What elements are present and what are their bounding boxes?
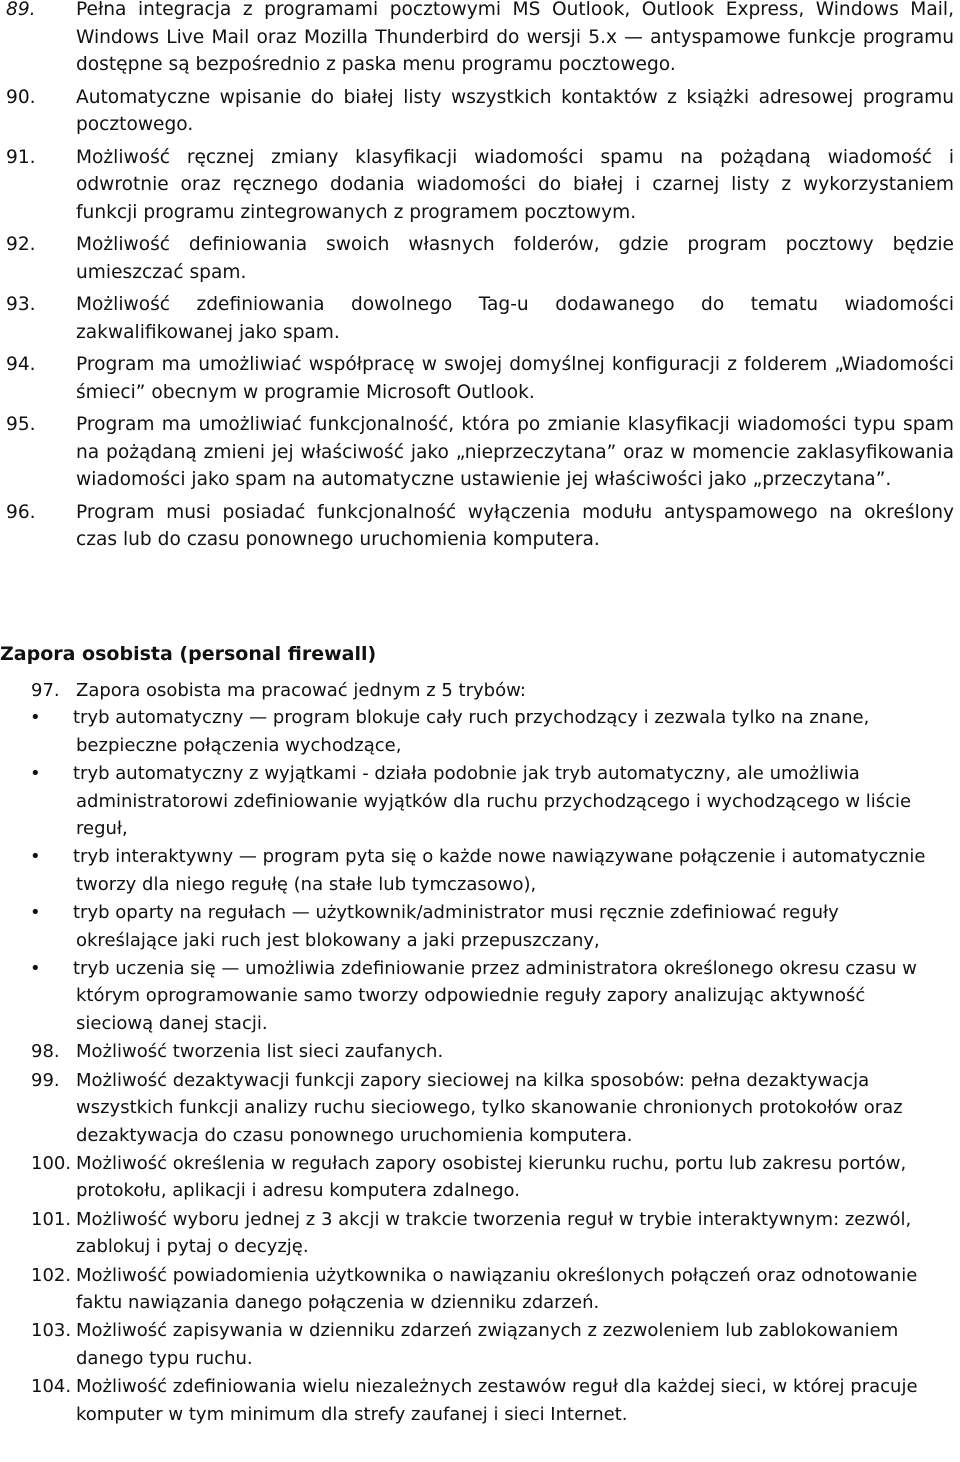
item-number: 90.: [6, 86, 36, 108]
item-number: 89.: [6, 0, 36, 20]
list-item: [0, 144, 960, 227]
section-heading: Zapora osobista (personal firewall): [0, 643, 377, 665]
item-text: Program ma umożliwiać funkcjonalność, która po zmianie klasyfikacji wiadomości typu spam na pożądaną zmieni jej właściwość jako „nieprzeczytana” oraz w momencie zaklasyfikowania wiadomości jako spam na automatyczne ustawienie jej właściwości jako „przeczytana”.: [76, 414, 954, 490]
firewall-requirements-list: [0, 677, 960, 1429]
item-text: Program ma umożliwiać współpracę w swojej domyślnej konfiguracji z folderem „Wiadomości śmieci” obecnym w programie Microsoft Outlook.: [76, 354, 954, 403]
item-text: Możliwość tworzenia list sieci zaufanych.: [76, 1041, 444, 1063]
item-number: 94.: [6, 354, 36, 375]
item-text: Możliwość zdefiniowania dowolnego Tag-u dodawanego do tematu wiadomości zakwalifikowanej jako spam.: [76, 294, 954, 343]
item-number: 99.: [31, 1069, 60, 1091]
item-number: 100.: [31, 1152, 72, 1174]
bullet-item: [0, 760, 954, 842]
list-item: [0, 1038, 960, 1065]
antispam-requirements-list: [0, 0, 960, 559]
item-text: Możliwość zapisywania w dzienniku zdarzeń związanych z zezwoleniem lub zablokowaniem danego typu ruchu.: [76, 1320, 899, 1369]
bullet-text: tryb oparty na regułach — użytkownik/administrator musi ręcznie zdefiniować reguły określające jaki ruch jest blokowany a jaki przepuszczany,: [73, 902, 839, 951]
item-number: 102.: [31, 1264, 72, 1286]
item-text: Możliwość wyboru jednej z 3 akcji w trakcie tworzenia reguł w trybie interaktywnym: zezwól, zablokuj i pytaj o decyzję.: [76, 1208, 912, 1258]
item-text: Możliwość określenia w regułach zapory osobistej kierunku ruchu, portu lub zakresu portów, protokołu, aplikacji i adresu komputera zdalnego.: [76, 1152, 907, 1202]
bullet-icon: •: [30, 763, 41, 785]
item-number: 91.: [6, 146, 36, 168]
list-item: [0, 231, 960, 286]
list-item: [0, 84, 960, 139]
item-text: Zapora osobista ma pracować jednym z 5 trybów:: [76, 680, 526, 701]
bullet-item: [0, 955, 954, 1037]
list-item: [0, 1262, 960, 1317]
bullet-icon: •: [30, 846, 41, 868]
bullet-text: tryb interaktywny — program pyta się o każde nowe nawiązywane połączenie i automatycznie tworzy dla niego regułę (na stałe lub tymczasowo),: [73, 846, 926, 895]
item-number: 97.: [31, 680, 60, 701]
item-text: Automatyczne wpisanie do białej listy wszystkich kontaktów z książki adresowej programu pocztowego.: [76, 86, 954, 135]
item-text: Możliwość ręcznej zmiany klasyfikacji wiadomości spamu na pożądaną wiadomość i odwrotnie oraz ręcznego dodania wiadomości do białej i czarnej listy z wykorzystaniem funkcji programu zintegrowanych z programem pocztowym.: [76, 146, 954, 223]
item-number: 93.: [6, 294, 36, 315]
item-number: 98.: [31, 1041, 60, 1063]
list-item: [0, 677, 960, 1037]
list-item: [0, 499, 960, 554]
list-item: [0, 0, 960, 79]
list-item: [0, 1150, 960, 1205]
list-item: [0, 351, 960, 406]
item-text: Możliwość zdefiniowania wielu niezależnych zestawów reguł dla każdej sieci, w której pracuje komputer w tym minimum dla strefy zaufanej i sieci Internet.: [76, 1376, 918, 1425]
firewall-modes-list: [0, 704, 954, 1037]
item-text: Możliwość powiadomienia użytkownika o nawiązaniu określonych połączeń oraz odnotowanie faktu nawiązania danego połączenia w dzienniku zdarzeń.: [76, 1264, 918, 1313]
bullet-icon: •: [30, 707, 41, 729]
bullet-text: tryb automatyczny z wyjątkami - działa podobnie jak tryb automatyczny, ale umożliwia administratorowi zdefiniowanie wyjątków dla ruchu przychodzącego i wychodzącego w liście reguł,: [73, 763, 912, 840]
bullet-item: [0, 843, 954, 898]
item-number: 103.: [31, 1320, 72, 1342]
bullet-icon: •: [30, 902, 41, 924]
bullet-text: tryb automatyczny — program blokuje cały ruch przychodzący i zezwala tylko na znane, bezpieczne połączenia wychodzące,: [73, 707, 870, 756]
item-number: 101.: [31, 1208, 72, 1230]
bullet-text: tryb uczenia się — umożliwia zdefiniowanie przez administratora określonego okresu czasu w którym oprogramowanie samo tworzy odpowiednie reguły zapory analizując aktywność sieciową danej stacji.: [73, 958, 917, 1034]
list-item: [0, 411, 960, 494]
bullet-item: [0, 899, 954, 954]
item-text: Możliwość dezaktywacji funkcji zapory sieciowej na kilka sposobów: pełna dezaktywacja wszystkich funkcji analizy ruchu sieciowego, tylko skanowanie chronionych protokołów oraz dezaktywacja do czasu ponownego uruchomienia komputera.: [76, 1069, 903, 1146]
list-item: [0, 1373, 960, 1428]
list-item: [0, 291, 960, 346]
list-item: [0, 1067, 960, 1149]
item-number: 92.: [6, 234, 36, 255]
item-number: 96.: [6, 501, 36, 523]
list-item: [0, 1206, 960, 1261]
bullet-icon: •: [30, 958, 41, 980]
list-item: [0, 1317, 960, 1372]
item-text: Program musi posiadać funkcjonalność wyłączenia modułu antyspamowego na określony czas lub do czasu ponownego uruchomienia komputera.: [76, 501, 954, 550]
item-number: 104.: [31, 1376, 72, 1398]
item-number: 95.: [6, 414, 36, 435]
item-text: Możliwość definiowania swoich własnych folderów, gdzie program pocztowy będzie umieszczać spam.: [76, 234, 954, 283]
item-text: Pełna integracja z programami pocztowymi MS Outlook, Outlook Express, Windows Mail, Windows Live Mail oraz Mozilla Thunderbird do wersji 5.x — antyspamowe funkcje programu dostępne są bezpośrednio z paska menu programu pocztowego.: [76, 0, 954, 75]
bullet-item: [0, 704, 954, 759]
